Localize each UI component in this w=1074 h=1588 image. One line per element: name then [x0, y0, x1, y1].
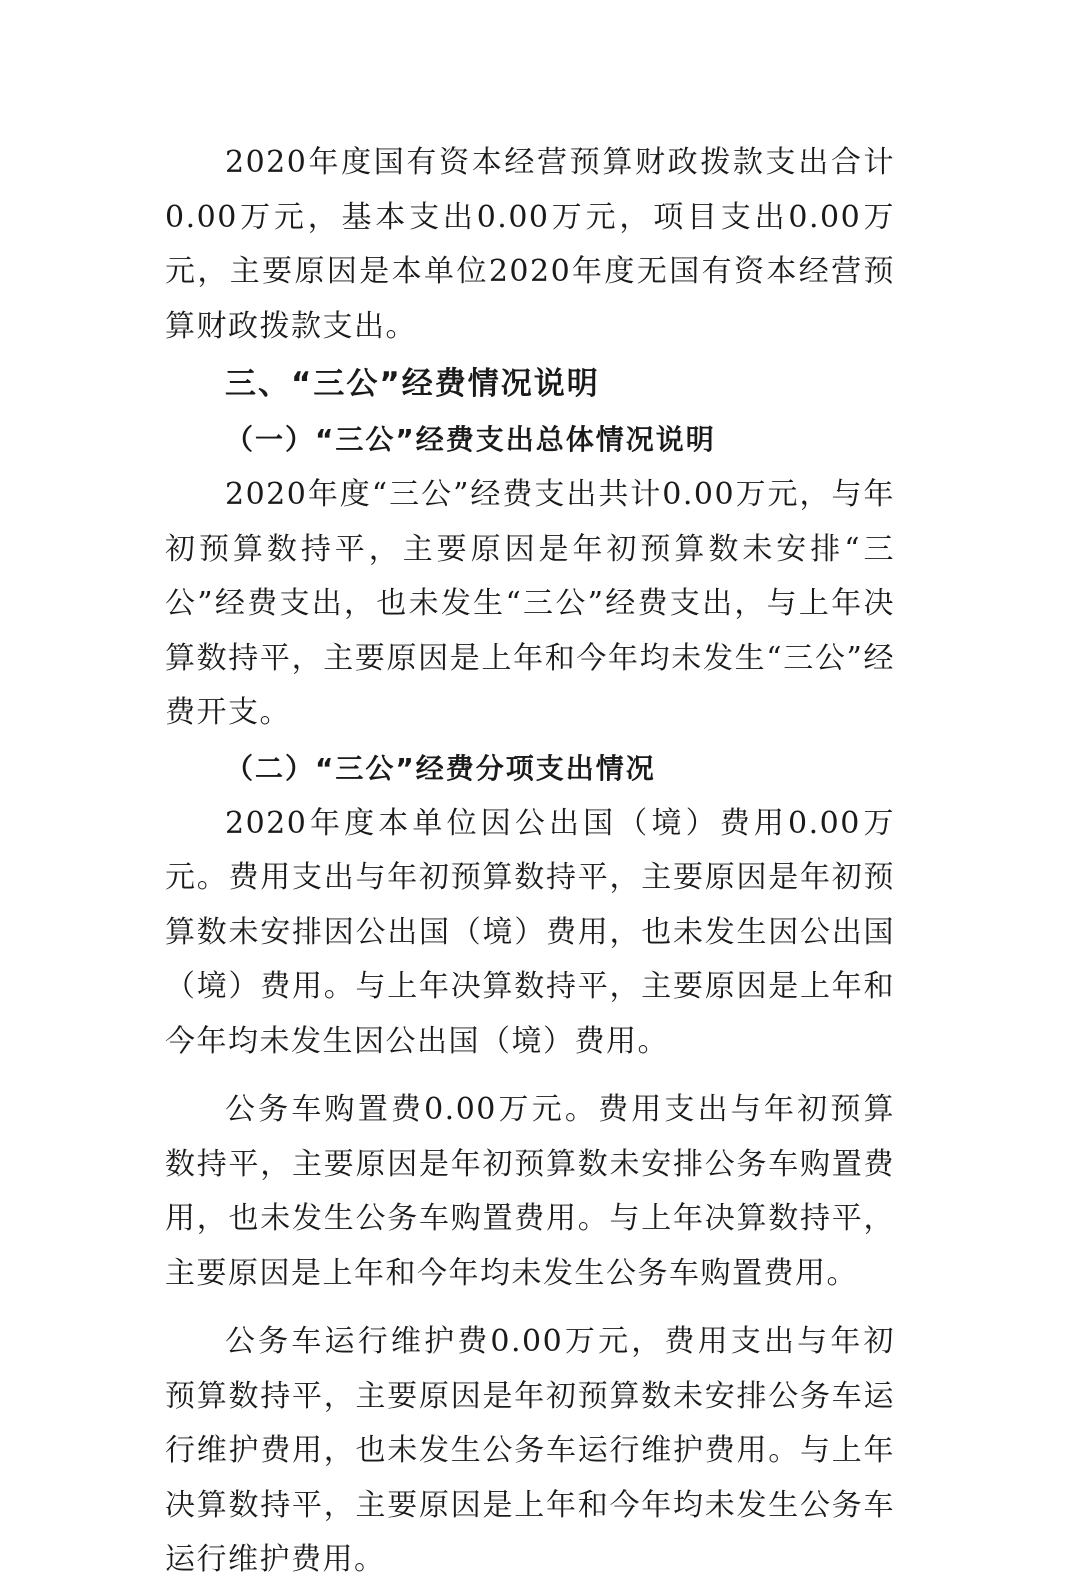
paragraph-overall-expenses: 2020年度“三公”经费支出共计0.00万元，与年初预算数持平，主要原因是年初预算数未安排“三公”经费支出，也未发生“三公”经费支出，与上年决算数持平，主要原因是上年和今年均未发生“三公”经费开支。: [165, 477, 895, 730]
paragraph-state-capital-budget: 2020年度国有资本经营预算财政拨款支出合计0.00万元，基本支出0.00万元，项目支出0.00万元，主要原因是本单位2020年度无国有资本经营预算财政拨款支出。: [165, 145, 895, 344]
paragraph-overseas-travel: 2020年度本单位因公出国（境）费用0.00万元。费用支出与年初预算数持平，主要原因是年初预算数未安排因公出国（境）费用，也未发生因公出国（境）费用。与上年决算数持平，主要原因是上年和今年均未发生因公出国（境）费用。: [165, 805, 895, 1059]
document-body: [165, 136, 895, 1588]
subsection-heading-overall: （一）“三公”经费支出总体情况说明: [225, 423, 716, 456]
subsection-heading-itemized: （二）“三公”经费分项支出情况: [225, 751, 656, 785]
paragraph-vehicle-purchase: 公务车购置费0.00万元。费用支出与年初预算数持平，主要原因是年初预算数未安排公务车购置费用，也未发生公务车购置费用。与上年决算数持平，主要原因是上年和今年均未发生公务车购置费用。: [165, 1092, 895, 1291]
paragraph-vehicle-maintenance: 公务车运行维护费0.00万元，费用支出与年初预算数持平，主要原因是年初预算数未安排公务车运行维护费用，也未发生公务车运行维护费用。与上年决算数持平，主要原因是上年和今年均未发生公务车运行维护费用。: [165, 1324, 895, 1577]
section-heading-three-public-expenses: 三、“三公”经费情况说明: [225, 366, 600, 402]
